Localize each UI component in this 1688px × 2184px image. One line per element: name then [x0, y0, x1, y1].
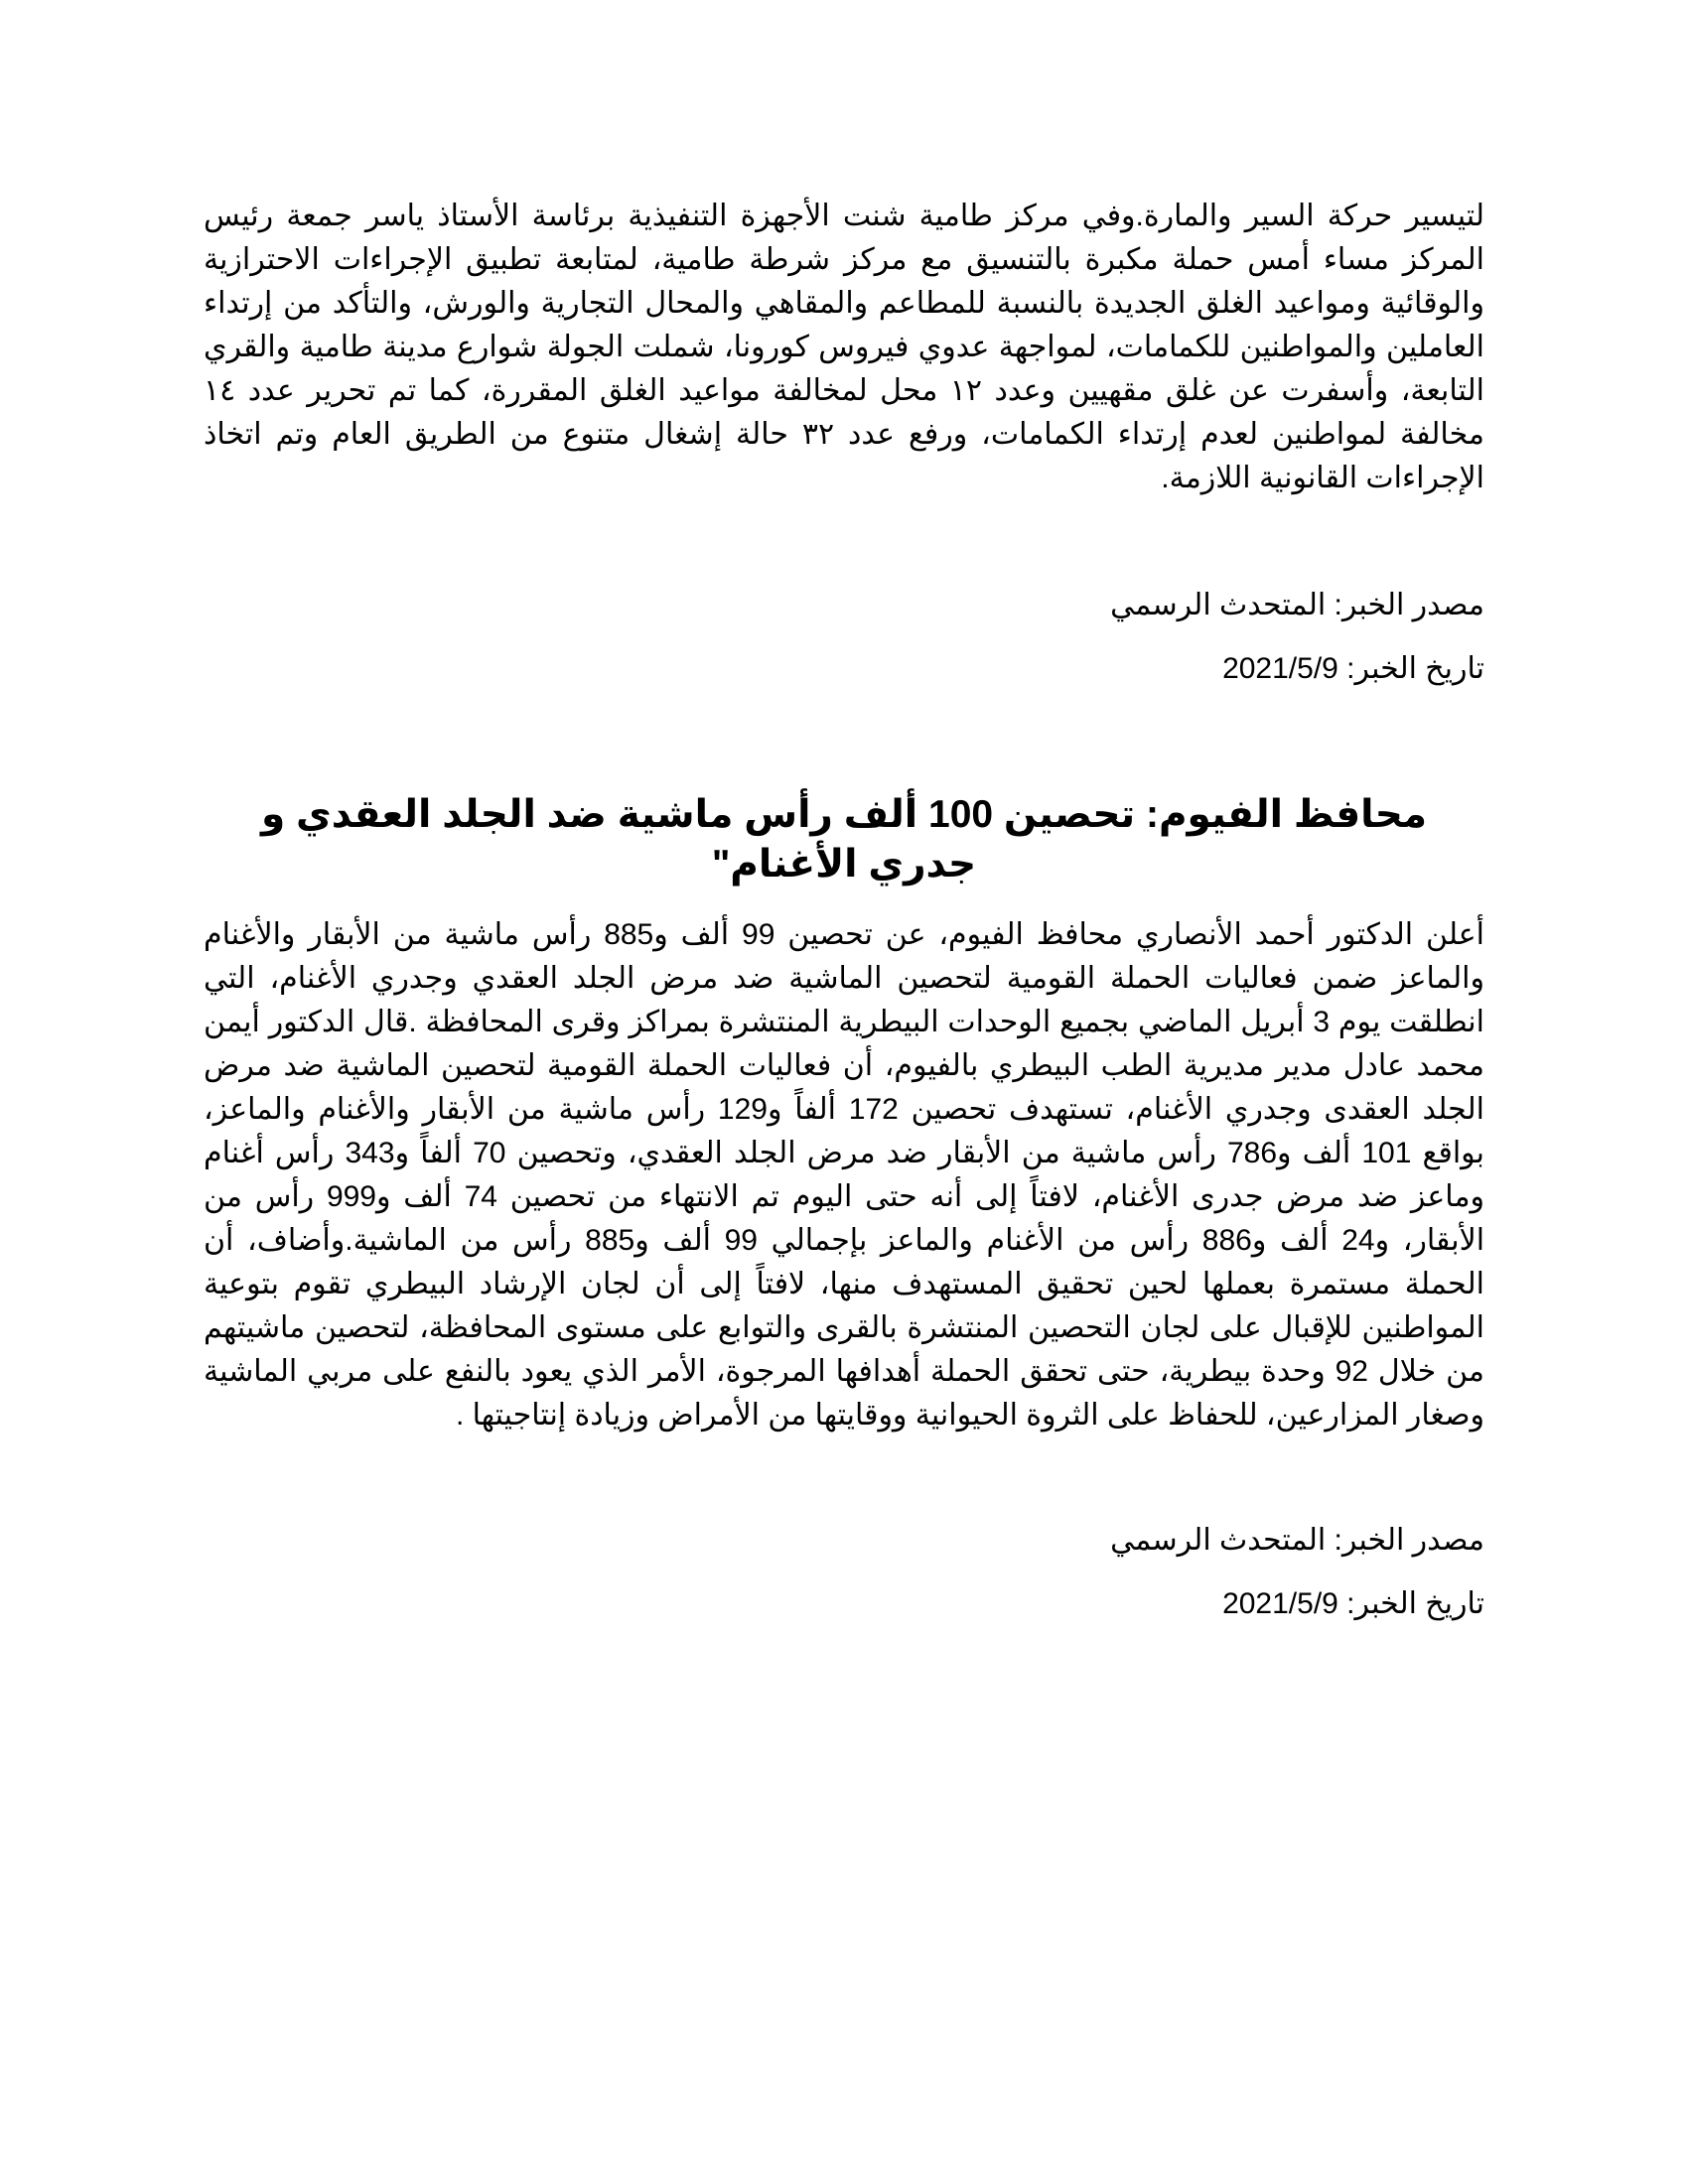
article-1-paragraph: لتيسير حركة السير والمارة.وفي مركز طامية شنت الأجهزة التنفيذية برئاسة الأستاذ ياسر جمعة رئيس المركز مساء أمس حملة مكبرة بالتنسيق مع مركز شرطة طامية، لمتابعة تطبيق الإجراءات الاحترازية والوقائية ومواعيد الغلق الجديدة بالنسبة للمطاعم والمقاهي والمحال التجارية والورش، والتأكد من إرتداء العاملين والمواطنين للكمامات، لمواجهة عدوي فيروس كورونا، شملت الجولة شوارع مدينة طامية والقري التابعة، وأسفرت عن غلق مقهيين وعدد ١٢ محل لمخالفة مواعيد الغلق المقررة، كما تم تحرير عدد ١٤ مخالفة لمواطنين لعدم إرتداء الكمامات، ورفع عدد ٣٢ حالة إشغال متنوع من الطريق العام وتم اتخاذ الإجراءات القانونية اللازمة.: [204, 200, 1485, 494]
article-2-body: [204, 913, 1484, 1437]
article-1-body: [204, 195, 1484, 500]
article-2-date: تاريخ الخبر: 2021/5/9: [1222, 1587, 1484, 1620]
article-2-headline: محافظ الفيوم: تحصين 100 ألف رأس ماشية ضد الجلد العقدي و جدري الأغنام": [260, 793, 1428, 886]
article-1-source: مصدر الخبر: المتحدث الرسمي: [1110, 589, 1484, 621]
article-2-paragraph: أعلن الدكتور أحمد الأنصاري محافظ الفيوم، عن تحصين 99 ألف و885 رأس ماشية من الأبقار والأغنام والماعز ضمن فعاليات الحملة القومية لتحصين الماشية ضد مرض الجلد العقدي وجدري الأغنام، التي انطلقت يوم 3 أبريل الماضي بجميع الوحدات البيطرية المنتشرة بمراكز وقرى المحافظة .قال الدكتور أيمن محمد عادل مدير مديرية الطب البيطري بالفيوم، أن فعاليات الحملة القومية لتحصين الماشية ضد مرض الجلد العقدى وجدري الأغنام، تستهدف تحصين 172 ألفاً و129 رأس ماشية من الأبقار والأغنام والماعز، بواقع 101 ألف و786 رأس ماشية من الأبقار ضد مرض الجلد العقدي، وتحصين 70 ألفاً و343 رأس أغنام وماعز ضد مرض جدرى الأغنام، لافتاً إلى أنه حتى اليوم تم الانتهاء من تحصين 74 ألف و999 رأس من الأبقار، و24 ألف و886 رأس من الأغنام والماعز بإجمالي 99 ألف و885 رأس من الماشية.وأضاف، أن الحملة مستمرة بعملها لحين تحقيق المستهدف منها، لافتاً إلى أن لجان الإرشاد البيطري تقوم بتوعية المواطنين للإقبال على لجان التحصين المنتشرة بالقرى والتوابع على مستوى المحافظة، لتحصين ماشيتهم من خلال 92 وحدة بيطرية، حتى تحقق الحملة أهدافها المرجوة، الأمر الذي يعود بالنفع على مربي الماشية وصغار المزارعين، للحفاظ على الثروة الحيوانية ووقايتها من الأمراض وزيادة إنتاجيتها .: [204, 918, 1485, 1432]
article-2-source: مصدر الخبر: المتحدث الرسمي: [1110, 1524, 1484, 1557]
article-1-date: تاريخ الخبر: 2021/5/9: [1222, 652, 1484, 685]
